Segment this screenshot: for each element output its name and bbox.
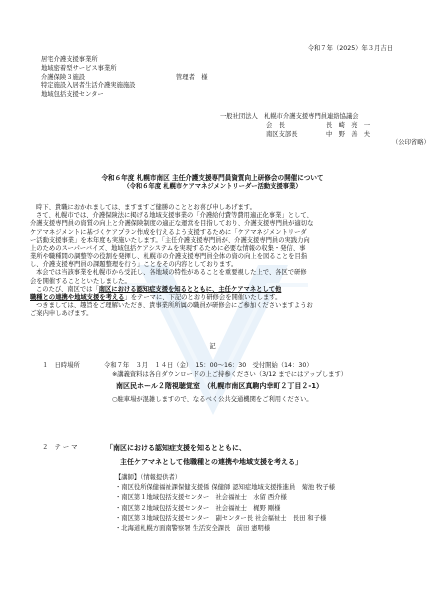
lecturer-item: ・北海道札幌方面南警察署 生活安全課長 前田 憲明様 <box>115 524 271 532</box>
ki-heading: 記 <box>209 343 216 350</box>
lecturer-list <box>115 474 335 535</box>
sender-name: 中 野 善 夫 <box>326 130 371 138</box>
lecturer-header: 【講師】（情報提供者） <box>115 474 182 481</box>
paragraph-line: つきましては、趣旨をご理解いただき、貴事業所所属の職員が研修会にご参加くださいますようお <box>36 302 313 310</box>
parking-note: ○駐車場が混雑しますので、なるべく公共交通機関をご利用ください。 <box>112 396 313 403</box>
text-run: 」をテーマに、下記のとおり研修会を開催いたします。 <box>124 293 282 301</box>
document-subtitle: （令和６年度 札幌市ケアマネジメントリーダー活動支援事業） <box>123 183 302 190</box>
recipient-line: 地域包括支援センター <box>41 91 104 99</box>
recipient-line: 居宅介護支援事業所 <box>41 56 98 63</box>
paragraph-line: 上のためのスーパーバイズ、地域包括ケアシステムを実現するために必要な情報の収集・発信、事 <box>30 244 306 252</box>
paragraph <box>30 212 402 269</box>
paragraph-line: ご案内申しあげます。 <box>30 310 93 318</box>
theme-label: ２ テ ー マ <box>42 444 78 451</box>
paragraph <box>30 269 402 285</box>
document-title: 令和６年度 札幌市南区 主任介護支援専門員資質向上研修会の開催について <box>101 174 324 182</box>
body-text <box>30 204 402 318</box>
sender-name: 長 崎 亮 一 <box>326 121 371 129</box>
paragraph-line: さて、札幌市では、介護保険法に掲げる地域支援事業の「介護給付費等費用適正化事業」として、 <box>36 212 313 220</box>
lecturer-item: ・南区第１地域包括支援センター 社会福祉士 水留 西介様 <box>115 494 287 502</box>
paragraph-line: 会を開催することといたしました。 <box>30 277 131 285</box>
sender-role: 南区支部長 <box>266 130 298 138</box>
paragraph: 時下、貴職におかれましては、ますますご健勝のこととお喜び申しあげます。 <box>36 204 256 211</box>
paragraph-line: 本会では当該事業を札幌市から受託し、各地域の特性があることを重要視した上で、各区で研修 <box>36 269 307 277</box>
paragraph-line: 業所や職種間の調整等の役割を発揮し、札幌市の介護支援専門員全体の資の向上を図ることを目指 <box>30 253 308 261</box>
recipient-suffix: 管理者 様 <box>176 73 208 81</box>
lecturer-item: ・南区第２地域包括支援センター 社会福祉士 梶野 剛様 <box>115 504 281 512</box>
paragraph-line: ー活動支援事業」を本年度も実施いたします。「主任介護支援専門員が、介護支援専門員の実践力向 <box>30 236 310 244</box>
seal-note: （公印省略） <box>392 139 430 147</box>
paragraph-line: し、介護支援専門員の課題整理を行う」ことをその内容としております。 <box>30 261 238 269</box>
paragraph <box>30 286 402 302</box>
recipient-line: 地域密着型サービス事業所 <box>41 64 117 72</box>
theme-line: 「南区における認知症支援を知るとともに、 <box>106 444 246 452</box>
recipients-block <box>41 56 208 100</box>
schedule-datetime: 令和７年 ３月 １４日（金） 15：00～16：30 受付開始（14：30） <box>104 362 313 369</box>
materials-note: ※講義資料は各自ダウンロードの上ご持参ください（3/12 までにはアップします） <box>112 371 348 378</box>
paragraph <box>30 302 402 318</box>
recipient-line: 特定施設入居者生活介護実施施設 <box>41 82 136 90</box>
lecturer-item: ・南区第３地域包括支援センター 副センター長 社会福祉士 長田 和子様 <box>115 514 327 522</box>
sender-row <box>220 122 430 131</box>
recipient-text: 介護保険３施設 <box>41 73 86 81</box>
venue: 南区民ホール２階視聴覚室 （札幌市南区真駒内幸町２丁目２-1） <box>116 382 324 390</box>
schedule-row <box>42 362 313 370</box>
paragraph-line: ケアマネジメントに基づくケアプラン作成を行えるよう支援するために「ケアマネジメントリーダ <box>30 228 307 236</box>
emphasis-theme: 南区における認知症支援を知るとともに、主任ケアマネとして他 <box>98 285 282 293</box>
sender-org: 一般社団法人 札幌市介護支援専門員連絡協議会 <box>220 113 359 120</box>
sender-role: 会 長 <box>266 121 285 129</box>
emphasis-theme: 職種との連携や地域支援を考える <box>30 293 125 301</box>
paragraph-line <box>30 286 402 294</box>
text-run: このたび、南区では「 <box>36 285 99 293</box>
theme-line: 主任ケアマネとして他職種との連携や地域支援を考える」 <box>120 458 302 466</box>
schedule-label: １ 日時場所 <box>42 362 80 369</box>
lecturer-item: ・南区役所保健福祉課保健支援係 保健師 認知症地域支援推進員 菊池 牧子様 <box>115 484 336 492</box>
paragraph-line: 介護支援専門員の資質の向上と介護保険制度の適正な運営を目指しており、介護支援専門員が適切な <box>30 220 314 228</box>
sender-block <box>220 113 430 148</box>
paragraph-line <box>30 294 402 302</box>
issue-date: 令和７年（2025）年３月吉日 <box>307 45 393 52</box>
